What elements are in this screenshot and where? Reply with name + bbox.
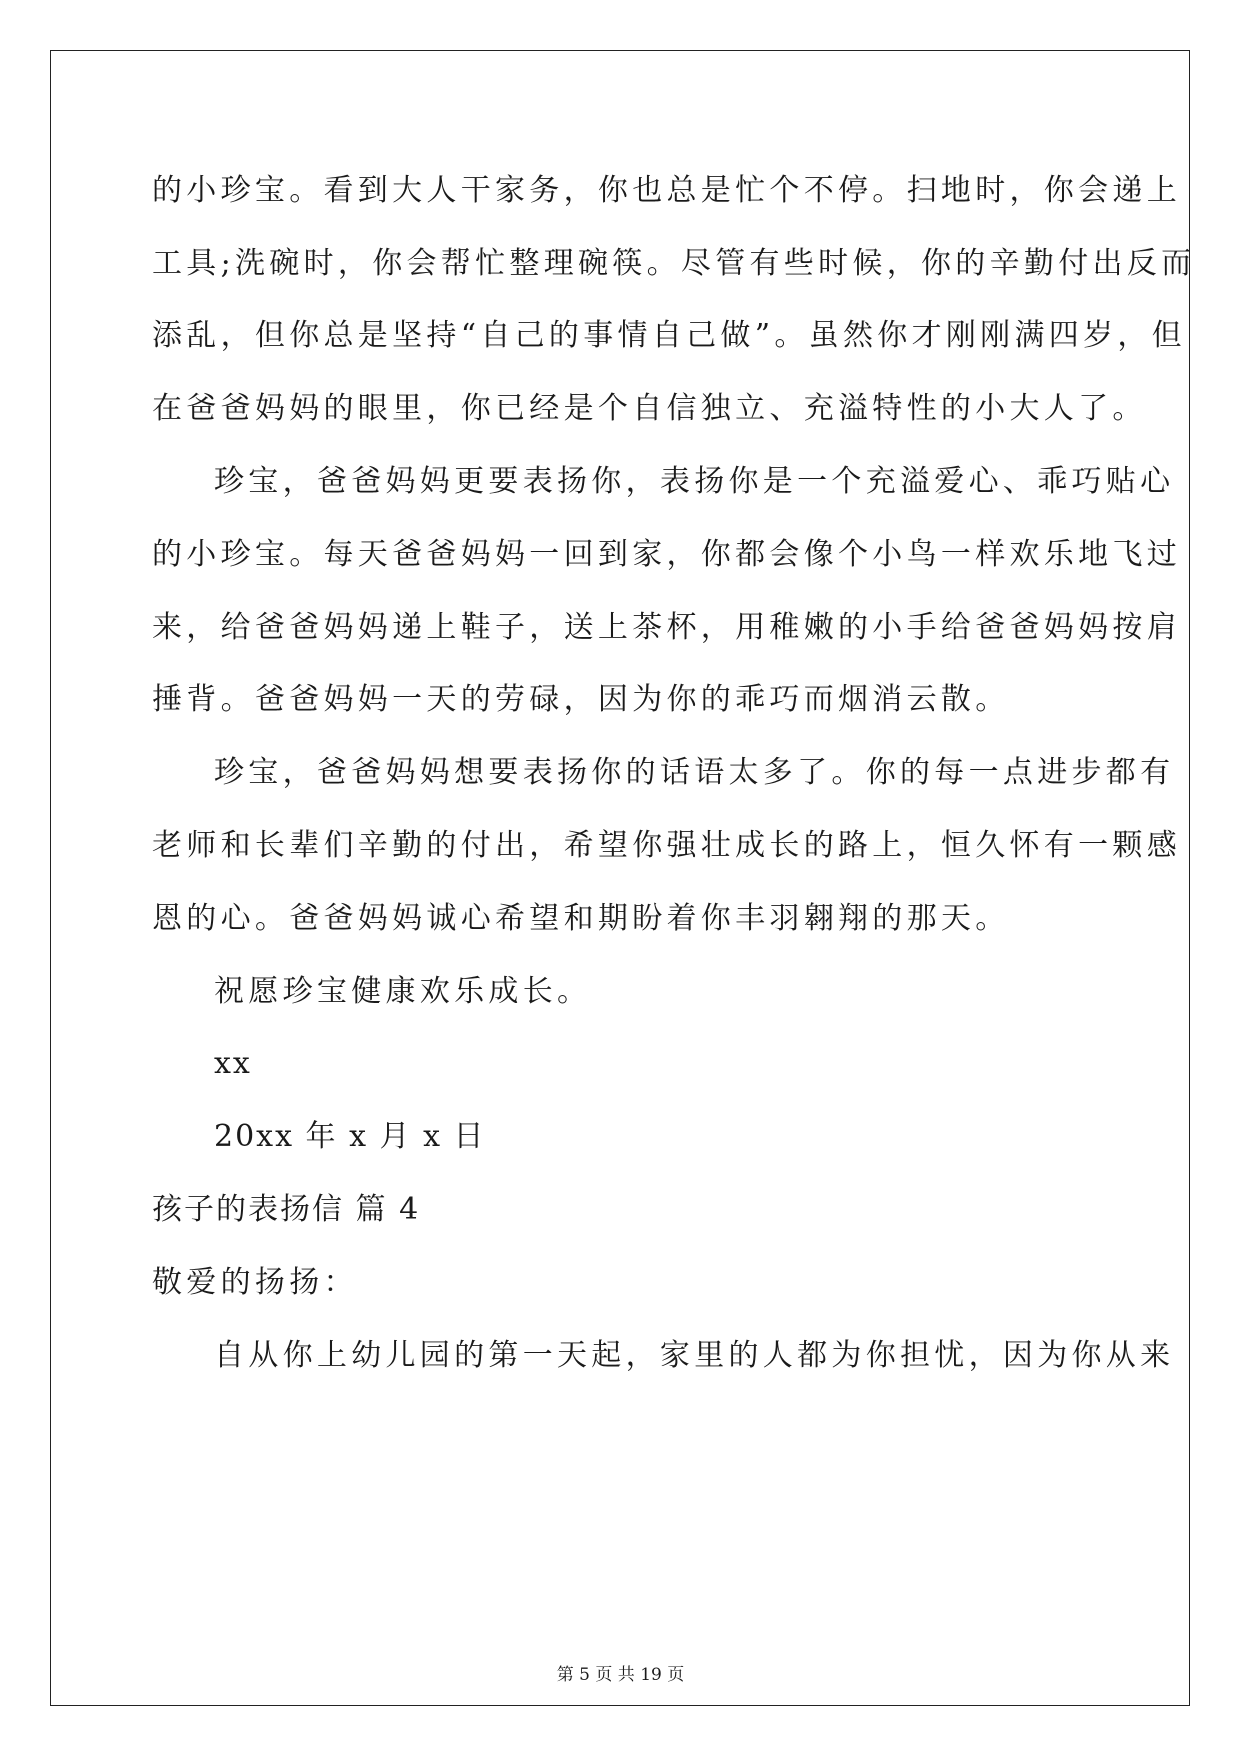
- page-number-footer: 第 5 页 共 19 页: [556, 1665, 685, 1685]
- text-line: 珍宝，爸爸妈妈更要表扬你，表扬你是一个充溢爱心、乖巧贴心: [214, 464, 1175, 499]
- text-line: 在爸爸妈妈的眼里，你已经是个自信独立、充溢特性的小大人了。: [152, 391, 1147, 426]
- text-line: 恩的心。爸爸妈妈诚心希望和期盼着你丰羽翱翔的那天。: [152, 901, 1010, 936]
- section-heading: 孩子的表扬信 篇 4: [152, 1192, 421, 1227]
- date-line: 20xx 年 x 月 x 日: [214, 1119, 486, 1154]
- text-line: 祝愿珍宝健康欢乐成长。: [214, 974, 592, 1009]
- text-line: 老师和长辈们辛勤的付出，希望你强壮成长的路上，恒久怀有一颗感: [152, 828, 1181, 863]
- text-line: 添乱，但你总是坚持“自己的事情自己做”。虽然你才刚刚满四岁，但: [152, 318, 1186, 353]
- text-line: 的小珍宝。每天爸爸妈妈一回到家，你都会像个小鸟一样欢乐地飞过: [152, 537, 1181, 572]
- text-line: 捶背。爸爸妈妈一天的劳碌，因为你的乖巧而烟消云散。: [152, 682, 1010, 717]
- salutation-line: 敬爱的扬扬：: [152, 1265, 358, 1300]
- text-line: 的小珍宝。看到大人干家务，你也总是忙个不停。扫地时，你会递上: [152, 173, 1181, 208]
- text-line: 来，给爸爸妈妈递上鞋子，送上茶杯，用稚嫩的小手给爸爸妈妈按肩: [152, 610, 1181, 645]
- text-line: 工具;洗碗时，你会帮忙整理碗筷。尽管有些时候，你的辛勤付出反而: [152, 246, 1196, 281]
- text-line: 自从你上幼儿园的第一天起，家里的人都为你担忧，因为你从来: [214, 1338, 1175, 1373]
- page-frame: [50, 50, 1190, 1706]
- signature-line: xx: [214, 1046, 252, 1081]
- text-line: 珍宝，爸爸妈妈想要表扬你的话语太多了。你的每一点进步都有: [214, 755, 1175, 790]
